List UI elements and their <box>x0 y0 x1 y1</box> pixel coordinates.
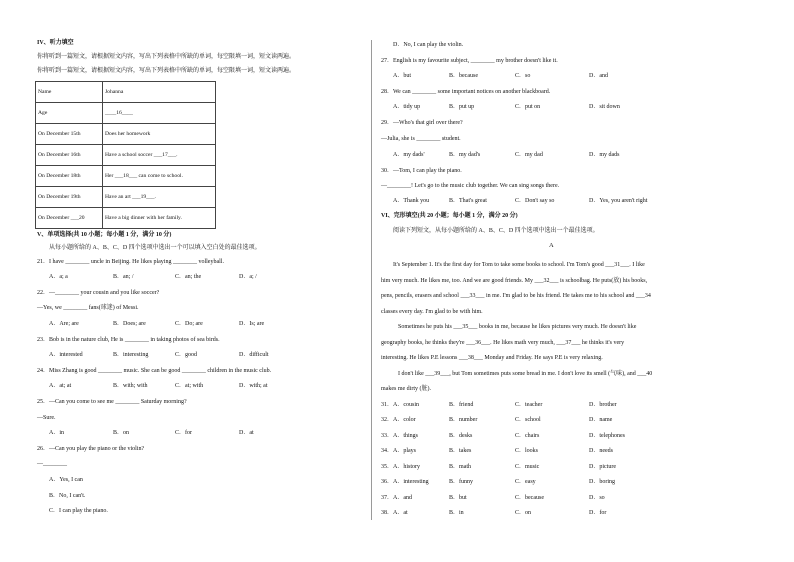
option[interactable]: D．my dads <box>589 152 620 158</box>
question-29-reply: —Julia, she is ________ student. <box>381 136 461 142</box>
passage-line: Sometimes he puts his ___35___ books in me, because he likes pictures very much. He doesn't like <box>398 324 637 330</box>
option[interactable]: C．for <box>175 430 192 436</box>
table-cell: Have a school soccer ___17___. <box>103 145 216 166</box>
question-number: 37． <box>381 495 394 501</box>
option[interactable]: A．but <box>393 73 412 79</box>
table-cell: Name <box>36 82 103 103</box>
option[interactable]: D．picture <box>589 464 616 470</box>
question-22: 22．—________ your cousin and you like soccer? <box>37 290 160 296</box>
question-25-reply: —Sure. <box>37 415 56 421</box>
option[interactable]: B．funny <box>449 479 474 485</box>
option[interactable]: B．on <box>113 430 130 436</box>
table-cell: Have an art ___19___. <box>103 187 216 208</box>
option[interactable]: B．desks <box>449 433 473 439</box>
option[interactable]: B．math <box>449 464 471 470</box>
question-26-reply: —________ <box>37 461 67 467</box>
table-row <box>36 145 216 166</box>
section5-instruction: 从每小题所给的 A、B、C、D 四个选项中选出一个可以填入空白处的最佳选项。 <box>49 245 261 251</box>
table-cell: Age <box>36 103 103 124</box>
passage-line: him very much. He likes me, too. And we are good friends. My ___32___ is schoolbag. He puts(放) his books, <box>381 278 648 284</box>
option[interactable]: A．Thank you <box>393 198 430 204</box>
option[interactable]: C．so <box>515 73 531 79</box>
option[interactable]: B．put up <box>449 104 475 110</box>
question-22-reply: —Yes, we ________ fans(球迷) of Messi. <box>37 305 139 311</box>
section4-title: IV、听力填空 <box>37 40 74 46</box>
option[interactable]: A．Yes, I can <box>49 477 83 483</box>
question-number: 35． <box>381 464 394 470</box>
option[interactable]: D．at <box>239 430 254 436</box>
option[interactable]: C．teacher <box>515 402 543 408</box>
option[interactable]: D．No, I can play the violin. <box>393 42 464 48</box>
question-29: 29．—Who's that girl over there? <box>381 120 463 126</box>
table-cell: On December 16th <box>36 145 103 166</box>
option[interactable]: C．on <box>515 510 532 516</box>
passage-line: classes every day. I'm glad to be with him. <box>381 309 483 315</box>
listening-table <box>35 81 216 229</box>
option[interactable]: C．chairs <box>515 433 540 439</box>
option[interactable]: C．good <box>175 352 198 358</box>
option[interactable]: C．at; with <box>175 383 204 389</box>
question-30-reply: —________! Let's go to the music club together. We can sing songs there. <box>381 183 560 189</box>
option[interactable]: A．history <box>393 464 421 470</box>
question-28: 28．We can ________ some important notices on another blackboard. <box>381 89 551 95</box>
option[interactable]: C．looks <box>515 448 539 454</box>
option[interactable]: A．plays <box>393 448 416 454</box>
option[interactable]: A．interesting <box>393 479 429 485</box>
section6-title: VI、完形填空(共 20 小题；每小题 1 分，满分 20 分) <box>381 213 518 219</box>
option[interactable]: C．school <box>515 417 541 423</box>
option[interactable]: D．needs <box>589 448 613 454</box>
option[interactable]: D．with; at <box>239 383 268 389</box>
table-cell: ____16____ <box>103 103 216 124</box>
table-cell: Have a big dinner with her family. <box>103 208 216 229</box>
question-23: 23．Bob is in the nature club, He is ________ in taking photos of sea birds. <box>37 337 220 343</box>
table-cell: On December 15th <box>36 124 103 145</box>
option[interactable]: B．but <box>449 495 467 501</box>
question-number: 36． <box>381 479 394 485</box>
option[interactable]: D．Is; are <box>239 321 265 327</box>
option[interactable]: D．name <box>589 417 613 423</box>
question-24: 24．Miss Zhang is good ________ music. She can be good ________ children in the music club. <box>37 368 272 374</box>
option[interactable]: A．and <box>393 495 412 501</box>
option[interactable]: B．Does; are <box>113 321 146 327</box>
table-cell: On December ___20 <box>36 208 103 229</box>
option[interactable]: C．an; the <box>175 274 202 280</box>
question-25: 25．—Can you come to see me ________ Saturday morning? <box>37 399 187 405</box>
table-row <box>36 82 216 103</box>
option[interactable]: C．because <box>515 495 544 501</box>
passage-line: interesting. He likes P.E lessons ___38___ Monday and Friday. He says P.E is very relaxing. <box>381 355 603 361</box>
option[interactable]: B．takes <box>449 448 472 454</box>
section6-instruction: 阅读下列短文，从每小题所给的 A、B、C、D 四个选项中选出一个最佳选项。 <box>393 228 599 234</box>
question-number: 34． <box>381 448 394 454</box>
option[interactable]: A．things <box>393 433 419 439</box>
passage-line: makes me dirty (脏). <box>381 386 431 392</box>
option[interactable]: C．Do; are <box>175 321 203 327</box>
table-cell: Her ___18___ can come to school. <box>103 166 216 187</box>
option[interactable]: B．my dad's <box>449 152 481 158</box>
option[interactable]: D．sit down <box>589 104 620 110</box>
option[interactable]: D．telephones <box>589 433 625 439</box>
option[interactable]: A．at; at <box>49 383 72 389</box>
passage-line: geography books, he thinks they're ___36___. He likes math very much, ___37___ he thinks it's very <box>381 340 625 346</box>
option[interactable]: B．because <box>449 73 478 79</box>
question-30: 30．—Tom, I can play the piano. <box>381 168 462 174</box>
option[interactable]: D．a; / <box>239 274 257 280</box>
option[interactable]: D．brother <box>589 402 617 408</box>
option[interactable]: C．easy <box>515 479 536 485</box>
option[interactable]: B．friend <box>449 402 474 408</box>
option[interactable]: C．put on <box>515 104 541 110</box>
option[interactable]: B．in <box>449 510 464 516</box>
section4-instruction: 你将听到一篇短文，请根据短文内容，写出下列表格中所缺的单词，每空限填一词，短文读两遍。 <box>37 54 296 60</box>
option[interactable]: A．at <box>393 510 408 516</box>
question-number: 33． <box>381 433 394 439</box>
option[interactable]: B．with; with <box>113 383 148 389</box>
section5-title: V、单项选择(共 10 小题；每小题 1 分，满分 10 分) <box>37 232 172 238</box>
table-cell: On December 18th <box>36 166 103 187</box>
question-number: 32． <box>381 417 394 423</box>
option[interactable]: C．my dad <box>515 152 543 158</box>
table-row <box>36 124 216 145</box>
option[interactable]: A．tidy up <box>393 104 421 110</box>
option[interactable]: A．a; a <box>49 274 68 280</box>
option[interactable]: B．an; / <box>113 274 134 280</box>
option[interactable]: A．in <box>49 430 65 436</box>
option[interactable]: B．number <box>449 417 478 423</box>
option[interactable]: A．my dads' <box>393 152 425 158</box>
option[interactable]: C．music <box>515 464 540 470</box>
option[interactable]: D．Yes, you aren't right <box>589 198 648 204</box>
option[interactable]: A．cousin <box>393 402 419 408</box>
question-number: 31． <box>381 402 394 408</box>
option[interactable]: D．so <box>589 495 605 501</box>
table-cell: Johanna <box>103 82 216 103</box>
option[interactable]: A．Are; are <box>49 321 79 327</box>
table-cell: Does her homework <box>103 124 216 145</box>
section4-instruction-repeat: 你将听到一篇短文，请根据短文内容，写出下列表格中所缺的单词，每空限填一词，短文读两遍。 <box>37 68 296 74</box>
table-row <box>36 103 216 124</box>
option[interactable]: D．for <box>589 510 607 516</box>
question-21: 21．I have ________ uncle in Beijing. He likes playing ________ volleyball. <box>37 259 224 265</box>
question-26: 26．—Can you play the piano or the violin? <box>37 446 145 452</box>
option[interactable]: C．I can play the piano. <box>49 508 108 514</box>
option[interactable]: D．and <box>589 73 608 79</box>
passage-line: It's September 1. It's the first day for Tom to take some books to school. I'm Tom's good ___31___. I like <box>393 262 645 268</box>
question-number: 38． <box>381 510 394 516</box>
option[interactable]: C．Don't say so <box>515 198 555 204</box>
table-row <box>36 187 216 208</box>
option[interactable]: B．That's great <box>449 198 487 204</box>
option[interactable]: B．No, I can't. <box>49 493 86 499</box>
option[interactable]: D．difficult <box>239 352 269 358</box>
option[interactable]: A．interested <box>49 352 83 358</box>
option[interactable]: B．interesting <box>113 352 149 358</box>
table-row <box>36 166 216 187</box>
column-divider <box>371 40 372 520</box>
passage-line: I don't like ___39___, but Tom sometimes puts some bread in me. I don't love its smell (气味), and ___40 <box>398 371 653 377</box>
passage-line: pens, pencils, erasers and school ___33___ in me. I'm glad to be his friend. He takes me to his school and ___34 <box>381 293 651 299</box>
option[interactable]: A．color <box>393 417 416 423</box>
passage-label: A <box>549 242 554 249</box>
table-cell: On December 19th <box>36 187 103 208</box>
option[interactable]: D．boring <box>589 479 615 485</box>
table-row <box>36 208 216 229</box>
question-27: 27．English is my favourite subject, ________ my brother doesn't like it. <box>381 58 558 64</box>
